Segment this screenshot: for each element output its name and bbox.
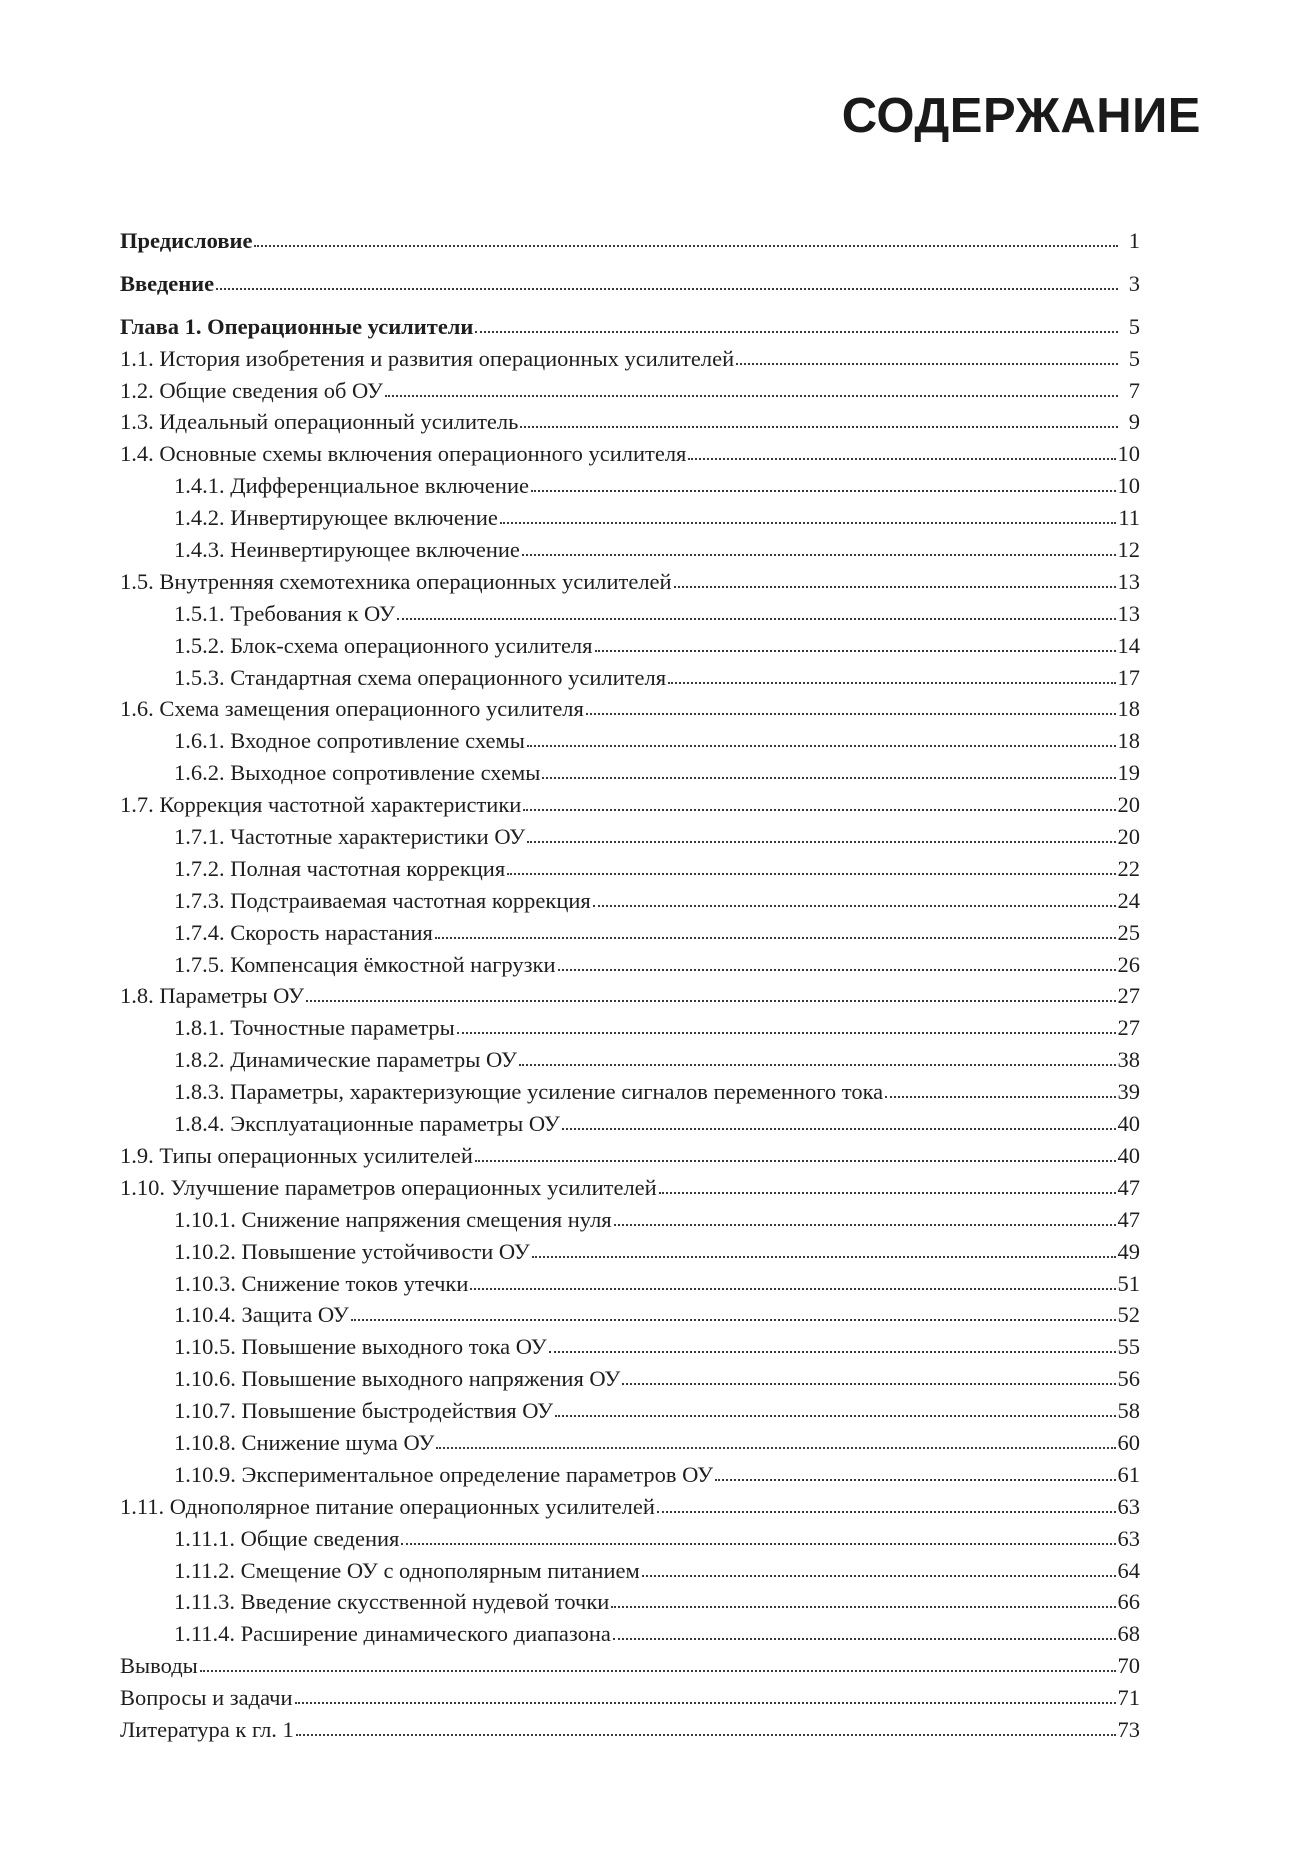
toc-entry xyxy=(120,725,1140,757)
toc-entry xyxy=(120,1682,1140,1714)
toc-entry-label: 1.5.3. Стандартная схема операционного усилителя xyxy=(174,664,667,690)
toc-entry-page: 9 xyxy=(1128,409,1140,435)
toc-entry xyxy=(120,375,1140,407)
toc-dot-leader xyxy=(555,1413,1115,1417)
toc-entry-label: Глава 1. Операционные усилители xyxy=(120,313,474,339)
toc-dot-leader xyxy=(527,743,1116,747)
page-title: СОДЕРЖАНИЕ xyxy=(841,89,1201,143)
toc-entry-page: 51 xyxy=(1117,1270,1140,1296)
toc-entry-page: 12 xyxy=(1117,537,1140,563)
toc-entry-label: 1.11.2. Смещение ОУ с однополярным питанием xyxy=(174,1557,640,1583)
toc-entry-label: 1.7.5. Компенсация ёмкостной нагрузки xyxy=(174,951,556,977)
toc-entry xyxy=(120,1140,1140,1172)
toc-entry xyxy=(120,1714,1140,1746)
toc-entry xyxy=(120,1523,1140,1555)
toc-entry xyxy=(120,1491,1140,1523)
toc-entry-label: 1.8.3. Параметры, характеризующие усиление сигналов переменного тока xyxy=(174,1079,884,1105)
toc-entry-label: 1.5.1. Требования к ОУ xyxy=(174,600,395,626)
toc-entry-page: 1 xyxy=(1128,228,1140,253)
toc-entry-label: 1.4.2. Инвертирующее включение xyxy=(174,505,498,531)
toc-entry-label: 1.11.3. Введение скусственной нудевой точки xyxy=(174,1589,610,1615)
table-of-contents xyxy=(120,225,1140,1746)
toc-dot-leader xyxy=(558,967,1116,971)
toc-entry xyxy=(120,1076,1140,1108)
toc-entry xyxy=(120,1172,1140,1204)
toc-dot-leader xyxy=(532,1254,1116,1258)
toc-entry-page: 70 xyxy=(1117,1653,1140,1679)
toc-entry xyxy=(120,693,1140,725)
toc-entry-label: 1.8.1. Точностные параметры xyxy=(174,1015,455,1041)
toc-dot-leader xyxy=(522,552,1116,556)
toc-dot-leader xyxy=(435,935,1116,939)
toc-entry xyxy=(120,534,1140,566)
toc-entry xyxy=(120,1555,1140,1587)
toc-dot-leader xyxy=(295,1700,1116,1704)
toc-entry xyxy=(120,1586,1140,1618)
toc-entry-label: 1.9. Типы операционных усилителей xyxy=(120,1142,473,1168)
toc-entry-label: 1.10.5. Повышение выходного тока ОУ xyxy=(174,1334,547,1360)
toc-entry xyxy=(120,1618,1140,1650)
toc-dot-leader xyxy=(595,648,1116,652)
toc-entry-label: Введение xyxy=(120,270,215,296)
toc-entry-label: 1.8. Параметры ОУ xyxy=(120,983,305,1009)
toc-dot-leader xyxy=(523,807,1115,811)
toc-entry xyxy=(120,1459,1140,1491)
toc-entry xyxy=(120,470,1140,502)
toc-entry-page: 14 xyxy=(1117,632,1140,658)
toc-entry xyxy=(120,1650,1140,1682)
toc-entry-page: 56 xyxy=(1117,1366,1140,1392)
toc-entry xyxy=(120,757,1140,789)
toc-dot-leader xyxy=(520,424,1118,428)
toc-entry-page: 63 xyxy=(1117,1493,1140,1519)
toc-entry-page: 20 xyxy=(1117,824,1140,850)
toc-entry xyxy=(120,1299,1140,1331)
toc-dot-leader xyxy=(527,839,1115,843)
toc-entry xyxy=(120,630,1140,662)
toc-entry-page: 27 xyxy=(1117,983,1140,1009)
toc-entry-page: 18 xyxy=(1117,696,1140,722)
toc-entry-label: 1.8.2. Динамические параметры ОУ xyxy=(174,1047,517,1073)
toc-entry-label: 1.10.1. Снижение напряжения смещения нуля xyxy=(174,1206,612,1232)
toc-dot-leader xyxy=(457,1030,1116,1034)
toc-entry-page: 61 xyxy=(1117,1461,1140,1487)
toc-entry-page: 47 xyxy=(1117,1206,1140,1232)
toc-entry-page: 63 xyxy=(1117,1525,1140,1551)
toc-entry-page: 73 xyxy=(1117,1716,1140,1742)
toc-dot-leader xyxy=(475,1158,1116,1162)
toc-dot-leader xyxy=(475,329,1118,333)
toc-entry-label: Предисловие xyxy=(120,228,253,253)
toc-entry xyxy=(120,980,1140,1012)
toc-dot-leader xyxy=(385,393,1118,397)
toc-entry xyxy=(120,853,1140,885)
toc-entry-label: 1.7.3. Подстраиваемая частотная коррекция xyxy=(174,887,591,913)
toc-entry-label: 1.5.2. Блок-схема операционного усилителя xyxy=(174,632,593,658)
toc-entry xyxy=(120,1044,1140,1076)
toc-dot-leader xyxy=(736,361,1118,365)
toc-entry xyxy=(120,917,1140,949)
toc-dot-leader xyxy=(200,1668,1116,1672)
toc-entry-page: 3 xyxy=(1128,270,1140,296)
toc-dot-leader xyxy=(674,584,1116,588)
toc-dot-leader xyxy=(622,1381,1115,1385)
toc-entry-label: 1.7.2. Полная частотная коррекция xyxy=(174,855,506,881)
toc-entry xyxy=(120,885,1140,917)
toc-entry xyxy=(120,662,1140,694)
toc-entry-label: 1.10.9. Экспериментальное определение параметров ОУ xyxy=(174,1461,714,1487)
toc-entry-page: 40 xyxy=(1117,1142,1140,1168)
toc-entry-label: 1.11.1. Общие сведения xyxy=(174,1525,400,1551)
toc-entry-label: 1.4. Основные схемы включения операционного усилителя xyxy=(120,441,687,467)
toc-entry-page: 47 xyxy=(1117,1174,1140,1200)
toc-entry-page: 66 xyxy=(1117,1589,1140,1615)
toc-dot-leader xyxy=(614,1222,1116,1226)
toc-entry xyxy=(120,789,1140,821)
toc-entry-label: 1.10.7. Повышение быстродействия ОУ xyxy=(174,1398,554,1424)
toc-entry-page: 26 xyxy=(1117,951,1140,977)
toc-entry-page: 17 xyxy=(1117,664,1140,690)
toc-entry xyxy=(120,1427,1140,1459)
toc-entry-label: 1.2. Общие сведения об ОУ xyxy=(120,377,383,403)
toc-entry-page: 60 xyxy=(1117,1429,1140,1455)
toc-dot-leader xyxy=(401,1541,1115,1545)
toc-entry-page: 10 xyxy=(1117,473,1140,499)
toc-dot-leader xyxy=(397,616,1116,620)
toc-entry-label: 1.10.2. Повышение устойчивости ОУ xyxy=(174,1238,530,1264)
toc-dot-leader xyxy=(306,998,1115,1002)
toc-entry-page: 10 xyxy=(1117,441,1140,467)
toc-entry-label: 1.6.2. Выходное сопротивление схемы xyxy=(174,760,541,786)
toc-entry-page: 49 xyxy=(1117,1238,1140,1264)
toc-entry-label: 1.10.3. Снижение токов утечки xyxy=(174,1270,469,1296)
toc-entry-label: 1.3. Идеальный операционный усилитель xyxy=(120,409,519,435)
toc-dot-leader xyxy=(296,1732,1116,1736)
toc-entry-label: 1.5. Внутренняя схемотехника операционных усилителей xyxy=(120,568,672,594)
toc-entry-label: Литература к гл. 1 xyxy=(120,1716,294,1742)
toc-entry-label: 1.6.1. Входное сопротивление схемы xyxy=(174,728,525,754)
toc-entry-page: 5 xyxy=(1128,345,1140,371)
toc-dot-leader xyxy=(351,1317,1116,1321)
toc-entry xyxy=(120,1363,1140,1395)
toc-dot-leader xyxy=(688,456,1115,460)
toc-entry-label: 1.7. Коррекция частотной характеристики xyxy=(120,792,522,818)
toc-entry-label: 1.1. История изобретения и развития операционных усилителей xyxy=(120,345,735,371)
toc-entry-label: 1.11. Однополярное питание операционных усилителей xyxy=(120,1493,655,1519)
toc-dot-leader xyxy=(562,1126,1116,1130)
toc-entry-page: 40 xyxy=(1117,1111,1140,1137)
toc-entry xyxy=(120,438,1140,470)
toc-entry-label: 1.11.4. Расширение динамического диапазона xyxy=(174,1621,611,1647)
toc-dot-leader xyxy=(586,711,1116,715)
toc-entry-page: 13 xyxy=(1117,600,1140,626)
toc-entry xyxy=(120,311,1140,343)
toc-entry xyxy=(120,502,1140,534)
toc-entry-label: 1.4.3. Неинвертирующее включение xyxy=(174,537,520,563)
toc-entry xyxy=(120,1108,1140,1140)
toc-entry-page: 64 xyxy=(1117,1557,1140,1583)
toc-entry-page: 24 xyxy=(1117,887,1140,913)
toc-dot-leader xyxy=(254,243,1118,247)
toc-dot-leader xyxy=(593,903,1116,907)
toc-entry-page: 5 xyxy=(1128,313,1140,339)
toc-dot-leader xyxy=(436,1445,1115,1449)
toc-entry-label: 1.10.4. Защита ОУ xyxy=(174,1302,349,1328)
toc-entry xyxy=(120,1268,1140,1300)
toc-entry-page: 27 xyxy=(1117,1015,1140,1041)
toc-entry-page: 11 xyxy=(1118,505,1140,531)
toc-entry xyxy=(120,1331,1140,1363)
toc-entry-page: 58 xyxy=(1117,1398,1140,1424)
toc-entry xyxy=(120,1236,1140,1268)
toc-dot-leader xyxy=(531,488,1116,492)
toc-entry xyxy=(120,1012,1140,1044)
toc-dot-leader xyxy=(470,1286,1115,1290)
toc-dot-leader xyxy=(507,871,1115,875)
toc-entry-page: 25 xyxy=(1117,919,1140,945)
toc-entry-page: 18 xyxy=(1117,728,1140,754)
toc-entry-page: 71 xyxy=(1117,1685,1140,1711)
toc-entry-label: 1.8.4. Эксплуатационные параметры ОУ xyxy=(174,1111,560,1137)
toc-entry-page: 55 xyxy=(1117,1334,1140,1360)
toc-entry-page: 13 xyxy=(1117,568,1140,594)
toc-entry xyxy=(120,1395,1140,1427)
toc-entry-label: 1.6. Схема замещения операционного усилителя xyxy=(120,696,584,722)
toc-dot-leader xyxy=(659,1190,1116,1194)
toc-entry xyxy=(120,598,1140,630)
toc-entry-page: 20 xyxy=(1117,792,1140,818)
toc-dot-leader xyxy=(715,1477,1115,1481)
toc-entry-page: 68 xyxy=(1117,1621,1140,1647)
toc-entry-label: 1.7.1. Частотные характеристики ОУ xyxy=(174,824,526,850)
toc-dot-leader xyxy=(885,1094,1115,1098)
toc-entry xyxy=(120,343,1140,375)
toc-entry-page: 19 xyxy=(1117,760,1140,786)
toc-entry-label: 1.7.4. Скорость нарастания xyxy=(174,919,433,945)
toc-entry-label: Выводы xyxy=(120,1653,198,1679)
toc-dot-leader xyxy=(657,1509,1116,1513)
toc-dot-leader xyxy=(549,1349,1116,1353)
toc-dot-leader xyxy=(613,1636,1116,1640)
toc-dot-leader xyxy=(668,680,1115,684)
toc-entry-page: 38 xyxy=(1117,1047,1140,1073)
toc-entry-label: 1.10.6. Повышение выходного напряжения ОУ xyxy=(174,1366,621,1392)
toc-dot-leader xyxy=(216,286,1118,290)
toc-entry xyxy=(120,225,1140,257)
toc-entry xyxy=(120,949,1140,981)
toc-entry xyxy=(120,566,1140,598)
toc-entry-label: Вопросы и задачи xyxy=(120,1685,293,1711)
toc-entry xyxy=(120,821,1140,853)
toc-entry xyxy=(120,1204,1140,1236)
toc-entry-page: 7 xyxy=(1128,377,1140,403)
toc-dot-leader xyxy=(611,1604,1115,1608)
toc-dot-leader xyxy=(500,520,1116,524)
toc-entry-label: 1.4.1. Дифференциальное включение xyxy=(174,473,529,499)
toc-entry xyxy=(120,406,1140,438)
toc-dot-leader xyxy=(642,1573,1116,1577)
toc-entry-label: 1.10. Улучшение параметров операционных усилителей xyxy=(120,1174,657,1200)
toc-entry-label: 1.10.8. Снижение шума ОУ xyxy=(174,1429,435,1455)
toc-entry-page: 52 xyxy=(1117,1302,1140,1328)
toc-entry-page: 22 xyxy=(1117,855,1140,881)
toc-entry-page: 39 xyxy=(1117,1079,1140,1105)
toc-dot-leader xyxy=(519,1062,1116,1066)
toc-dot-leader xyxy=(542,775,1115,779)
toc-entry xyxy=(120,268,1140,300)
